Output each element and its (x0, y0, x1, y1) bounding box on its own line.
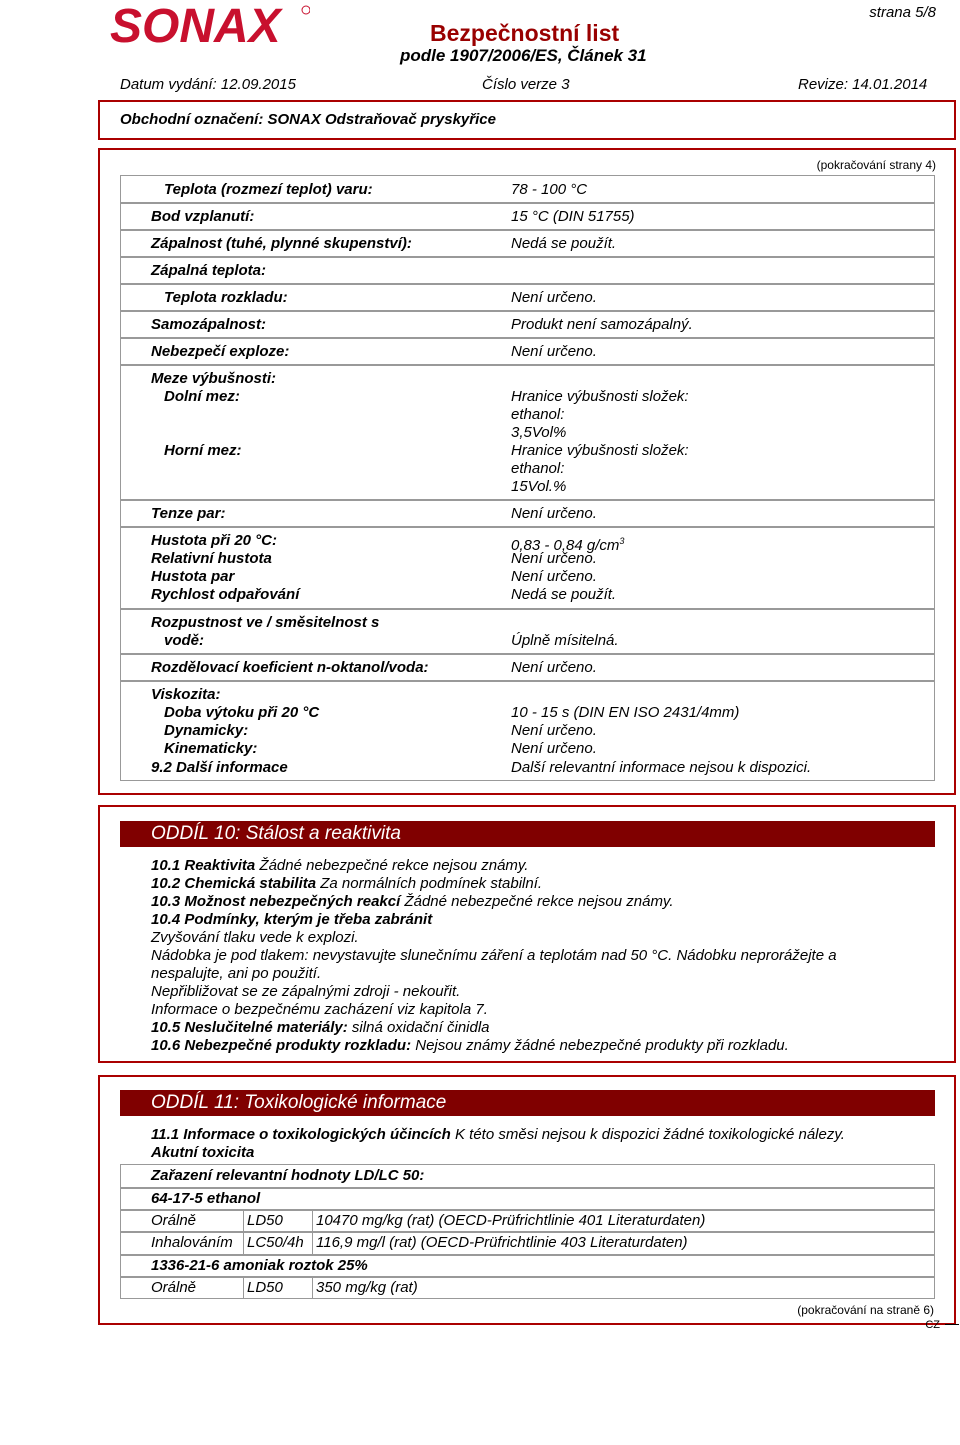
reldensity-value: Není určeno. (511, 550, 597, 567)
s10-hazardous-reactions-label: 10.3 Možnost nebezpečných reakcí (151, 893, 401, 910)
other-info-value: Další relevantní informace nejsou k dispozici. (511, 759, 812, 776)
document-subtitle: podle 1907/2006/ES, Článek 31 (400, 46, 647, 65)
flammability-value: Nedá se použít. (511, 235, 617, 252)
flammability-label: Zápalnost (tuhé, plynné skupenství): (151, 235, 412, 252)
tox-type: LD50 (247, 1212, 283, 1229)
solubility-value: Úplně mísitelná. (511, 632, 619, 649)
section10-title: ODDÍL 10: Stálost a reaktivita (151, 823, 401, 844)
lower-limit-v3: 3,5Vol% (511, 424, 567, 441)
tox-route: Orálně (151, 1279, 197, 1296)
decomposition-label: Teplota rozkladu: (164, 289, 288, 306)
tox-value: 116,9 mg/l (rat) (OECD-Prüfrichtlinie 403 Literaturdaten) (316, 1234, 688, 1251)
tox-route: Inhalováním (151, 1234, 233, 1251)
flash-value: 15 °C (DIN 51755) (511, 208, 635, 225)
self-ignition-value: Produkt není samozápalný. (511, 316, 693, 333)
s10-reactivity-label: 10.1 Reaktivita (151, 857, 256, 874)
language-code: CZ (925, 1319, 940, 1331)
upper-limit-v3: 15Vol.% (511, 478, 567, 495)
s11-toxicological-text: K této směsi nejsou k dispozici žádné toxikologické nálezy. (450, 1126, 845, 1143)
decomposition-value: Není určeno. (511, 289, 597, 306)
s10-stability-text: Za normálních podmínek stabilní. (316, 875, 543, 892)
sonax-logo (110, 2, 310, 46)
upper-limit-v1: Hranice výbušnosti složek: (511, 442, 689, 459)
vapour-value: Není určeno. (511, 505, 597, 522)
footer-rule (945, 1324, 959, 1325)
kinematic-value: Není určeno. (511, 740, 597, 757)
solubility-label-1: Rozpustnost ve / směsitelnost s (151, 614, 380, 631)
tox-col-divider-1 (243, 1210, 244, 1255)
s11-toxicological-label: 11.1 Informace o toxikologických účincích (151, 1126, 451, 1143)
tox-type: LD50 (247, 1279, 283, 1296)
lower-limit-v2: ethanol: (511, 406, 565, 423)
dynamic-label: Dynamicky: (164, 722, 249, 739)
vapdensity-label: Hustota par (151, 568, 235, 585)
continuation-top: (pokračování strany 4) (816, 158, 936, 172)
ignition-label: Zápalná teplota: (151, 262, 267, 279)
tox-route: Orálně (151, 1212, 197, 1229)
tox-col-divider-3 (243, 1277, 244, 1299)
s10-conditions-line2b: nespalujte, ani po použití. (151, 965, 322, 982)
limits-label: Meze výbušnosti: (151, 370, 277, 387)
evaporation-value: Nedá se použít. (511, 586, 617, 603)
s10-conditions-line1: Zvyšování tlaku vede k explozi. (151, 929, 359, 946)
s10-incompatible-label: 10.5 Neslučitelné materiály: (151, 1019, 348, 1036)
tox-substance-ammonia: 1336-21-6 amoniak roztok 25% (151, 1257, 368, 1274)
other-info-label: 9.2 Další informace (151, 759, 288, 776)
viscosity-label: Viskozita: (151, 686, 221, 703)
trade-name: Obchodní označení: SONAX Odstraňovač pryskyřice (120, 111, 496, 128)
section11-title: ODDÍL 11: Toxikologické informace (151, 1092, 447, 1113)
boiling-label: Teplota (rozmezí teplot) varu: (164, 181, 373, 198)
kinematic-label: Kinematicky: (164, 740, 258, 757)
flow-time-value: 10 - 15 s (DIN EN ISO 2431/4mm) (511, 704, 740, 721)
tox-col-divider-2 (312, 1210, 313, 1255)
tox-col-divider-4 (312, 1277, 313, 1299)
vapdensity-value: Není určeno. (511, 568, 597, 585)
tox-classification: Zařazení relevantní hodnoty LD/LC 50: (151, 1167, 425, 1184)
tox-type: LC50/4h (247, 1234, 304, 1251)
s10-stability (151, 875, 542, 893)
flow-time-label: Doba výtoku při 20 °C (164, 704, 320, 721)
s11-acute-toxicity: Akutní toxicita (151, 1144, 255, 1161)
tox-value: 350 mg/kg (rat) (316, 1279, 418, 1296)
density-sup: 3 (619, 536, 625, 546)
continuation-bottom: (pokračování na straně 6) (797, 1303, 934, 1317)
s10-decomposition-label: 10.6 Nebezpečné produkty rozkladu: (151, 1037, 412, 1054)
explosion-label: Nebezpečí exploze: (151, 343, 290, 360)
partition-value: Není určeno. (511, 659, 597, 676)
s10-decomposition (151, 1037, 789, 1055)
solubility-label-2: vodě: (164, 632, 205, 649)
s10-stability-label: 10.2 Chemická stabilita (151, 875, 317, 892)
self-ignition-label: Samozápalnost: (151, 316, 267, 333)
density-label: Hustota při 20 °C: (151, 532, 278, 549)
revision-date: Revize: 14.01.2014 (798, 76, 928, 93)
density-number: 0,83 - 0,84 g/cm (511, 537, 620, 554)
s10-incompatible-text: silná oxidační činidla (347, 1019, 490, 1036)
upper-limit-v2: ethanol: (511, 460, 565, 477)
s10-reactivity (151, 857, 528, 875)
s10-conditions-line2a: Nádobka je pod tlakem: nevystavujte slunečnímu záření a teplotám nad 50 °C. Nádobku neprorážejte a (151, 947, 837, 964)
reldensity-label: Relativní hustota (151, 550, 272, 567)
lower-limit-v1: Hranice výbušnosti složek: (511, 388, 689, 405)
explosion-value: Není určeno. (511, 343, 597, 360)
s11-toxicological (151, 1126, 845, 1144)
version-number: Číslo verze 3 (482, 76, 570, 93)
s10-conditions-line3: Nepřibližovat se ze zápalnými zdroji - nekouřit. (151, 983, 461, 1000)
logo-text: SONAX (110, 2, 281, 46)
tox-substance-ethanol: 64-17-5 ethanol (151, 1190, 261, 1207)
partition-label: Rozdělovací koeficient n-oktanol/voda: (151, 659, 429, 676)
evaporation-label: Rychlost odpařování (151, 586, 300, 603)
boiling-value: 78 - 100 °C (511, 181, 588, 198)
s10-hazardous-reactions (151, 893, 674, 911)
issue-date: Datum vydání: 12.09.2015 (120, 76, 296, 93)
s10-decomposition-text: Nejsou známy žádné nebezpečné produkty při rozkladu. (411, 1037, 789, 1054)
dynamic-value: Není určeno. (511, 722, 597, 739)
s10-hazardous-reactions-text: Žádné nebezpečné rekce nejsou známy. (400, 893, 674, 910)
document-title: Bezpečnostní list (430, 20, 620, 46)
upper-limit-label: Horní mez: (164, 442, 242, 459)
s10-reactivity-text: Žádné nebezpečné rekce nejsou známy. (255, 857, 529, 874)
s10-conditions-line4: Informace o bezpečnému zacházení viz kapitola 7. (151, 1001, 488, 1018)
vapour-label: Tenze par: (151, 505, 226, 522)
s10-incompatible (151, 1019, 490, 1037)
lower-limit-label: Dolní mez: (164, 388, 240, 405)
page-number: strana 5/8 (869, 4, 936, 21)
flash-label: Bod vzplanutí: (151, 208, 255, 225)
s10-conditions-label: 10.4 Podmínky, kterým je třeba zabránit (151, 911, 433, 928)
tox-value: 10470 mg/kg (rat) (OECD-Prüfrichtlinie 401 Literaturdaten) (316, 1212, 706, 1229)
